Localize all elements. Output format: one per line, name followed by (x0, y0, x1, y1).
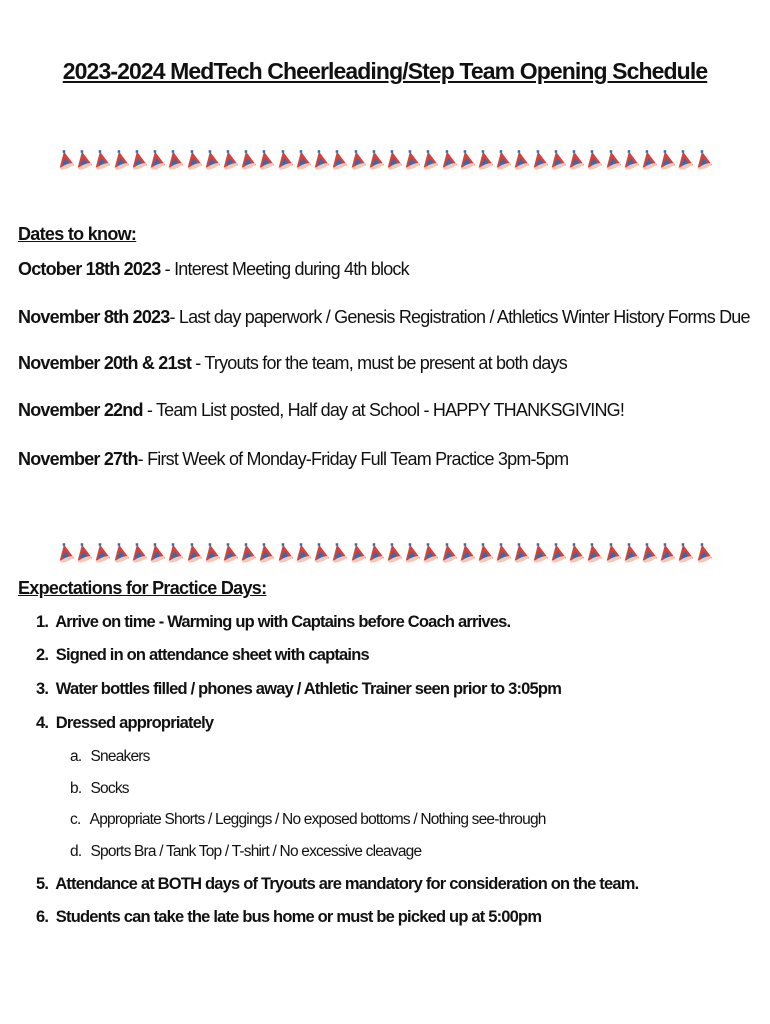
megaphone-icon (477, 148, 494, 172)
item-text: Dressed appropriately (55, 714, 214, 732)
megaphone-icon (641, 148, 658, 172)
megaphone-icon (186, 541, 203, 565)
megaphone-icon (350, 541, 367, 565)
date-separator: - (169, 307, 179, 327)
date-label: November 20th & 21st (18, 353, 192, 373)
item-text: Arrive on time - Warming up with Captains before Coach arrives. (55, 613, 511, 631)
megaphone-icon (186, 148, 203, 172)
expectation-item-1 (36, 613, 510, 632)
megaphone-icon (368, 148, 385, 172)
megaphone-icon (331, 541, 348, 565)
item-text: Appropriate Shorts / Leggings / No exposed bottoms / Nothing see-through (89, 811, 546, 828)
megaphone-divider-bottom (58, 540, 713, 566)
date-line-3 (18, 353, 567, 374)
megaphone-icon (94, 541, 111, 565)
megaphone-icon (204, 541, 221, 565)
megaphone-icon (441, 541, 458, 565)
item-letter: c. (70, 811, 81, 828)
item-number: 2. (36, 646, 49, 664)
megaphone-icon (222, 541, 239, 565)
megaphone-icon (113, 541, 130, 565)
megaphone-icon (422, 541, 439, 565)
date-line-4 (18, 400, 624, 421)
megaphone-icon (368, 541, 385, 565)
megaphone-icon (295, 148, 312, 172)
item-number: 6. (36, 908, 49, 926)
megaphone-icon (404, 148, 421, 172)
megaphone-icon (659, 541, 676, 565)
megaphone-icon (258, 148, 275, 172)
expectation-item-2 (36, 646, 369, 665)
megaphone-icon (113, 148, 130, 172)
item-letter: b. (70, 780, 82, 797)
megaphone-icon (441, 148, 458, 172)
megaphone-icon (532, 541, 549, 565)
expectations-heading: Expectations for Practice Days: (18, 578, 267, 598)
megaphone-icon (677, 148, 694, 172)
megaphone-icon (495, 541, 512, 565)
item-letter: d. (70, 843, 82, 860)
megaphone-icon (167, 541, 184, 565)
date-line-1 (18, 259, 409, 280)
megaphone-icon (386, 541, 403, 565)
megaphone-icon (277, 148, 294, 172)
dress-item-a (70, 748, 150, 766)
megaphone-icon (386, 148, 403, 172)
megaphone-icon (258, 541, 275, 565)
megaphone-icon (167, 148, 184, 172)
megaphone-icon (696, 148, 713, 172)
megaphone-divider-top (58, 147, 713, 173)
item-number: 5. (36, 875, 49, 893)
item-text: Water bottles filled / phones away / Athletic Trainer seen prior to 3:05pm (55, 680, 562, 698)
megaphone-icon (677, 541, 694, 565)
megaphone-icon (58, 148, 75, 172)
date-separator: - (142, 400, 156, 420)
expectation-item-4 (36, 714, 213, 733)
date-separator: - (137, 449, 148, 469)
item-text: Socks (90, 780, 129, 797)
megaphone-icon (313, 148, 330, 172)
date-label: October 18th 2023 (18, 259, 161, 279)
megaphone-icon (313, 541, 330, 565)
megaphone-icon (149, 148, 166, 172)
megaphone-icon (641, 541, 658, 565)
expectation-item-6 (36, 908, 541, 927)
megaphone-icon (495, 148, 512, 172)
megaphone-icon (550, 148, 567, 172)
megaphone-icon (459, 148, 476, 172)
megaphone-icon (459, 541, 476, 565)
megaphone-icon (404, 541, 421, 565)
megaphone-icon (94, 148, 111, 172)
date-description: First Week of Monday-Friday Full Team Practice 3pm-5pm (147, 449, 569, 469)
dates-heading: Dates to know: (18, 224, 137, 244)
date-label: November 8th 2023 (18, 307, 170, 327)
megaphone-icon (513, 541, 530, 565)
megaphone-icon (623, 541, 640, 565)
megaphone-icon (568, 541, 585, 565)
megaphone-icon (659, 148, 676, 172)
megaphone-icon (605, 541, 622, 565)
item-number: 4. (36, 714, 49, 732)
date-label: November 22nd (18, 400, 143, 420)
megaphone-icon (422, 148, 439, 172)
item-text: Students can take the late bus home or must be picked up at 5:00pm (55, 908, 542, 926)
megaphone-icon (477, 541, 494, 565)
date-description: Team List posted, Half day at School - HAPPY THANKSGIVING! (155, 400, 625, 420)
megaphone-icon (513, 148, 530, 172)
megaphone-icon (131, 148, 148, 172)
megaphone-icon (696, 541, 713, 565)
megaphone-icon (204, 148, 221, 172)
expectation-item-5 (36, 875, 638, 894)
megaphone-icon (623, 148, 640, 172)
date-description: Tryouts for the team, must be present at both days (204, 353, 567, 373)
megaphone-icon (240, 541, 257, 565)
megaphone-icon (586, 541, 603, 565)
megaphone-icon (568, 148, 585, 172)
date-separator: - (191, 353, 205, 373)
item-text: Attendance at BOTH days of Tryouts are mandatory for consideration on the team. (55, 875, 639, 893)
item-number: 1. (36, 613, 49, 631)
megaphone-icon (295, 541, 312, 565)
date-separator: - (160, 259, 175, 279)
item-text: Sports Bra / Tank Top / T-shirt / No excessive cleavage (90, 843, 422, 860)
megaphone-icon (605, 148, 622, 172)
megaphone-icon (222, 148, 239, 172)
megaphone-icon (149, 541, 166, 565)
item-letter: a. (70, 748, 82, 765)
date-line-2 (18, 307, 750, 328)
megaphone-icon (350, 148, 367, 172)
megaphone-icon (58, 541, 75, 565)
megaphone-icon (586, 148, 603, 172)
megaphone-icon (240, 148, 257, 172)
megaphone-icon (550, 541, 567, 565)
megaphone-icon (532, 148, 549, 172)
megaphone-icon (277, 541, 294, 565)
item-text: Sneakers (90, 748, 150, 765)
megaphone-icon (76, 148, 93, 172)
date-description: Interest Meeting during 4th block (174, 259, 409, 279)
megaphone-icon (131, 541, 148, 565)
item-number: 3. (36, 680, 49, 698)
dress-item-d (70, 843, 421, 861)
date-label: November 27th (18, 449, 138, 469)
item-text: Signed in on attendance sheet with captains (55, 646, 369, 664)
expectation-item-3 (36, 680, 561, 699)
date-line-5 (18, 449, 568, 470)
dress-item-c (70, 811, 546, 829)
dress-item-b (70, 780, 129, 798)
date-description: Last day paperwork / Genesis Registration / Athletics Winter History Forms Due (178, 307, 750, 327)
megaphone-icon (76, 541, 93, 565)
page-title: 2023-2024 MedTech Cheerleading/Step Team Opening Schedule (62, 58, 708, 84)
megaphone-icon (331, 148, 348, 172)
